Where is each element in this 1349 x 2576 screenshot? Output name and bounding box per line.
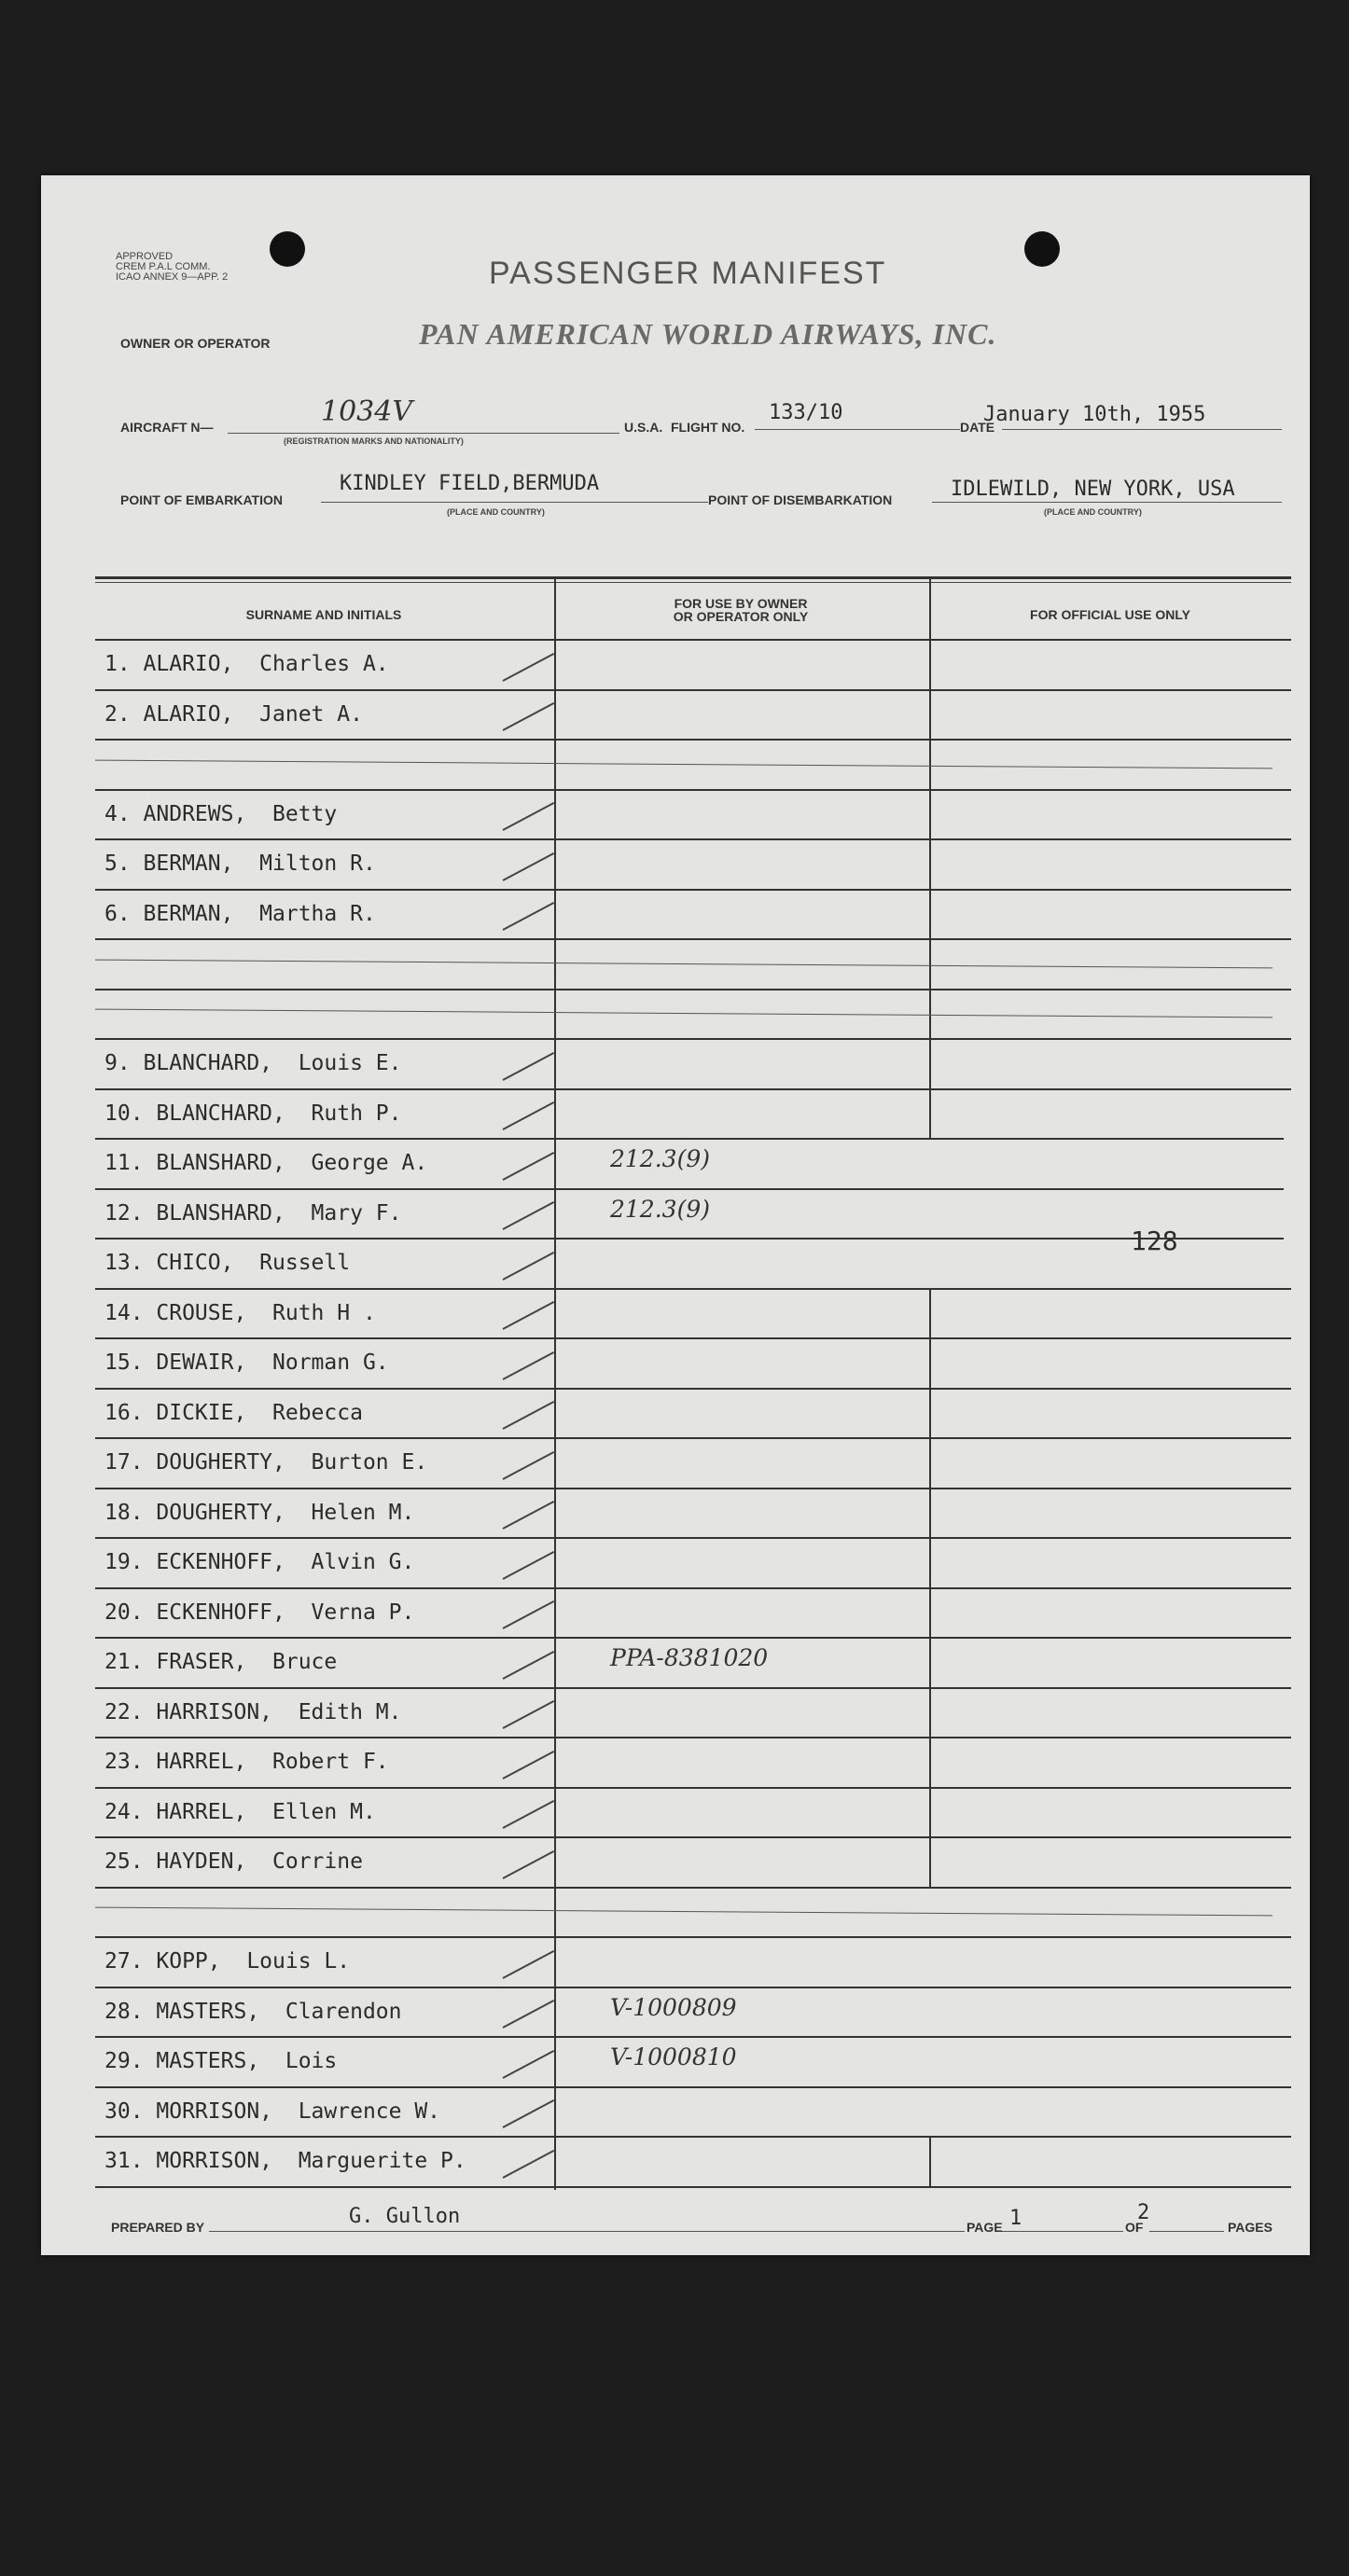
column-header-surname: SURNAME AND INITIALS xyxy=(245,607,402,622)
check-mark xyxy=(503,1850,555,1879)
passenger-row: 24. HARREL, Ellen M. xyxy=(104,1799,376,1824)
row-rule xyxy=(95,1388,1291,1390)
passenger-row: 11. BLANSHARD, George A. xyxy=(104,1151,428,1175)
check-mark xyxy=(503,1252,555,1281)
owner-label: OWNER OR OPERATOR xyxy=(120,336,271,351)
passenger-row: 28. MASTERS, Clarendon xyxy=(104,1999,402,2024)
operator-note: 212.3(9) xyxy=(610,1195,710,1223)
column-header-owner: FOR USE BY OWNER OR OPERATOR ONLY xyxy=(673,596,809,624)
check-mark xyxy=(503,1751,555,1780)
check-mark xyxy=(503,1451,555,1480)
check-mark xyxy=(503,1700,555,1729)
disembarkation-value: IDLEWILD, NEW YORK, USA xyxy=(951,478,1235,501)
passenger-row: 6. BERMAN, Martha R. xyxy=(104,901,376,926)
disembarkation-underline xyxy=(932,502,1282,503)
passenger-row: 15. DEWAIR, Norman G. xyxy=(104,1350,389,1375)
row-rule xyxy=(95,1737,1291,1738)
disembarkation-label: POINT OF DISEMBARKATION xyxy=(708,492,893,507)
passenger-row: 30. MORRISON, Lawrence W. xyxy=(104,2098,441,2124)
row-rule xyxy=(95,2086,1291,2088)
row-rule xyxy=(95,1987,1291,1988)
row-rule xyxy=(95,889,1291,891)
of-label: OF xyxy=(1125,2220,1144,2235)
check-mark xyxy=(503,802,555,831)
passenger-row: 19. ECKENHOFF, Alvin G. xyxy=(104,1550,415,1574)
passenger-row: 2. ALARIO, Janet A. xyxy=(104,701,363,727)
prepared-underline xyxy=(209,2231,965,2232)
operator-note: 212.3(9) xyxy=(610,1145,710,1172)
check-mark xyxy=(503,653,555,682)
passenger-row: 16. DICKIE, Rebecca xyxy=(104,1400,363,1425)
operator-note: V-1000810 xyxy=(610,2043,737,2070)
passenger-row: 23. HARREL, Robert F. xyxy=(104,1750,389,1774)
passenger-row: 20. ECKENHOFF, Verna P. xyxy=(104,1600,415,1625)
of-underline xyxy=(1149,2231,1224,2232)
page-label: PAGE xyxy=(967,2220,1003,2235)
row-rule xyxy=(95,1537,1291,1539)
check-mark xyxy=(503,902,555,931)
of-value: 2 xyxy=(1137,2201,1150,2224)
passenger-row: 31. MORRISON, Marguerite P. xyxy=(104,2149,466,2173)
embarkation-label: POINT OF EMBARKATION xyxy=(120,492,283,507)
check-mark xyxy=(503,1551,555,1580)
disembarkation-sublabel: (PLACE AND COUNTRY) xyxy=(1044,507,1142,517)
row-rule xyxy=(95,1637,1291,1639)
flight-label: FLIGHT NO. xyxy=(671,420,745,435)
aircraft-underline xyxy=(228,433,619,434)
embarkation-value: KINDLEY FIELD,BERMUDA xyxy=(340,472,600,495)
approval-stamp: APPROVED CREM P.A.L COMM. ICAO ANNEX 9—APP. 2 xyxy=(116,251,229,283)
prepared-by-label: PREPARED BY xyxy=(111,2220,205,2235)
check-mark xyxy=(503,1152,555,1181)
check-mark xyxy=(503,2050,555,2079)
row-rule xyxy=(95,739,1291,741)
passenger-row: 27. KOPP, Louis L. xyxy=(104,1949,351,1974)
check-mark xyxy=(503,2150,555,2179)
pages-label: PAGES xyxy=(1228,2220,1273,2235)
check-mark xyxy=(503,1401,555,1430)
date-value: January 10th, 1955 xyxy=(983,403,1206,426)
passenger-row: 18. DOUGHERTY, Helen M. xyxy=(104,1500,415,1525)
struck-out-row xyxy=(95,759,1273,769)
row-rule xyxy=(95,1288,1291,1290)
date-underline xyxy=(1002,429,1282,430)
embarkation-underline xyxy=(321,502,708,503)
column-divider xyxy=(929,2136,931,2186)
row-rule xyxy=(95,838,1291,840)
aircraft-label: AIRCRAFT N— xyxy=(120,420,214,435)
row-rule xyxy=(95,1038,1291,1040)
prepared-by-value: G. Gullon xyxy=(349,2205,461,2228)
row-rule xyxy=(95,1687,1291,1689)
column-divider xyxy=(929,576,931,1138)
date-label: DATE xyxy=(960,420,995,435)
row-rule xyxy=(95,1238,1284,1240)
check-mark xyxy=(503,1800,555,1829)
row-rule xyxy=(95,1836,1291,1838)
row-rule xyxy=(95,2036,1291,2038)
registration-sublabel: (REGISTRATION MARKS AND NATIONALITY) xyxy=(284,436,464,446)
check-mark xyxy=(503,2099,555,2128)
row-rule xyxy=(95,1787,1291,1789)
passenger-row: 17. DOUGHERTY, Burton E. xyxy=(104,1450,428,1475)
manifest-sheet xyxy=(41,175,1310,2255)
owner-value: PAN AMERICAN WORLD AIRWAYS, INC. xyxy=(419,317,997,351)
passenger-row: 12. BLANSHARD, Mary F. xyxy=(104,1200,402,1226)
table-header-rule xyxy=(95,639,1291,641)
usa-label: U.S.A. xyxy=(624,420,663,435)
passenger-row: 9. BLANCHARD, Louis E. xyxy=(104,1051,402,1075)
row-rule xyxy=(95,1887,1291,1889)
operator-note: PPA-8381020 xyxy=(610,1644,769,1671)
struck-out-row xyxy=(95,959,1273,968)
passenger-row: 21. FRASER, Bruce xyxy=(104,1650,338,1674)
row-rule xyxy=(95,789,1291,791)
row-rule xyxy=(95,2136,1291,2138)
flight-underline xyxy=(755,429,960,430)
column-header-official: FOR OFFICIAL USE ONLY xyxy=(1030,607,1190,622)
row-rule xyxy=(95,989,1291,990)
row-rule xyxy=(95,689,1291,691)
page-underline xyxy=(1002,2231,1123,2232)
check-mark xyxy=(503,1101,555,1130)
row-rule xyxy=(95,2186,1291,2188)
flight-value: 133/10 xyxy=(769,401,843,424)
check-mark xyxy=(503,2000,555,2029)
passenger-table xyxy=(95,576,1291,2171)
passenger-row: 1. ALARIO, Charles A. xyxy=(104,652,389,676)
check-mark xyxy=(503,702,555,731)
row-rule xyxy=(95,1437,1291,1439)
operator-note: V-1000809 xyxy=(610,1993,737,2021)
manifest-title: PASSENGER MANIFEST xyxy=(489,256,887,291)
punch-hole xyxy=(270,231,305,267)
check-mark xyxy=(503,1501,555,1530)
check-mark xyxy=(503,1301,555,1330)
page-value: 1 xyxy=(1009,2207,1022,2230)
check-mark xyxy=(503,1651,555,1680)
row-rule xyxy=(95,1337,1291,1339)
check-mark xyxy=(503,1201,555,1230)
row-rule xyxy=(95,938,1291,940)
passenger-row: 13. CHICO, Russell xyxy=(104,1251,351,1275)
table-top-rule xyxy=(95,576,1291,579)
struck-out-row xyxy=(95,1907,1273,1917)
row-rule xyxy=(95,1088,1291,1090)
passenger-row: 4. ANDREWS, Betty xyxy=(104,801,338,826)
check-mark xyxy=(503,1600,555,1629)
punch-hole xyxy=(1024,231,1060,267)
passenger-row: 14. CROUSE, Ruth H . xyxy=(104,1300,376,1325)
embarkation-sublabel: (PLACE AND COUNTRY) xyxy=(447,507,545,517)
passenger-row: 10. BLANCHARD, Ruth P. xyxy=(104,1101,402,1126)
check-mark xyxy=(503,1052,555,1081)
row-rule xyxy=(95,1587,1291,1589)
check-mark xyxy=(503,852,555,881)
row-rule xyxy=(95,1188,1284,1190)
passenger-row: 29. MASTERS, Lois xyxy=(104,2049,338,2073)
column-divider xyxy=(554,576,556,2190)
row-rule xyxy=(95,1488,1291,1489)
row-rule xyxy=(95,1936,1291,1938)
struck-out-row xyxy=(95,1009,1273,1018)
aircraft-value: 1034V xyxy=(321,395,413,428)
row-rule xyxy=(95,1138,1284,1140)
passenger-row: 25. HAYDEN, Corrine xyxy=(104,1849,363,1874)
official-count: 128 xyxy=(1131,1226,1178,1256)
table-top-rule xyxy=(95,582,1291,583)
passenger-row: 22. HARRISON, Edith M. xyxy=(104,1699,402,1724)
check-mark xyxy=(503,1351,555,1380)
passenger-row: 5. BERMAN, Milton R. xyxy=(104,852,376,876)
check-mark xyxy=(503,1950,555,1979)
